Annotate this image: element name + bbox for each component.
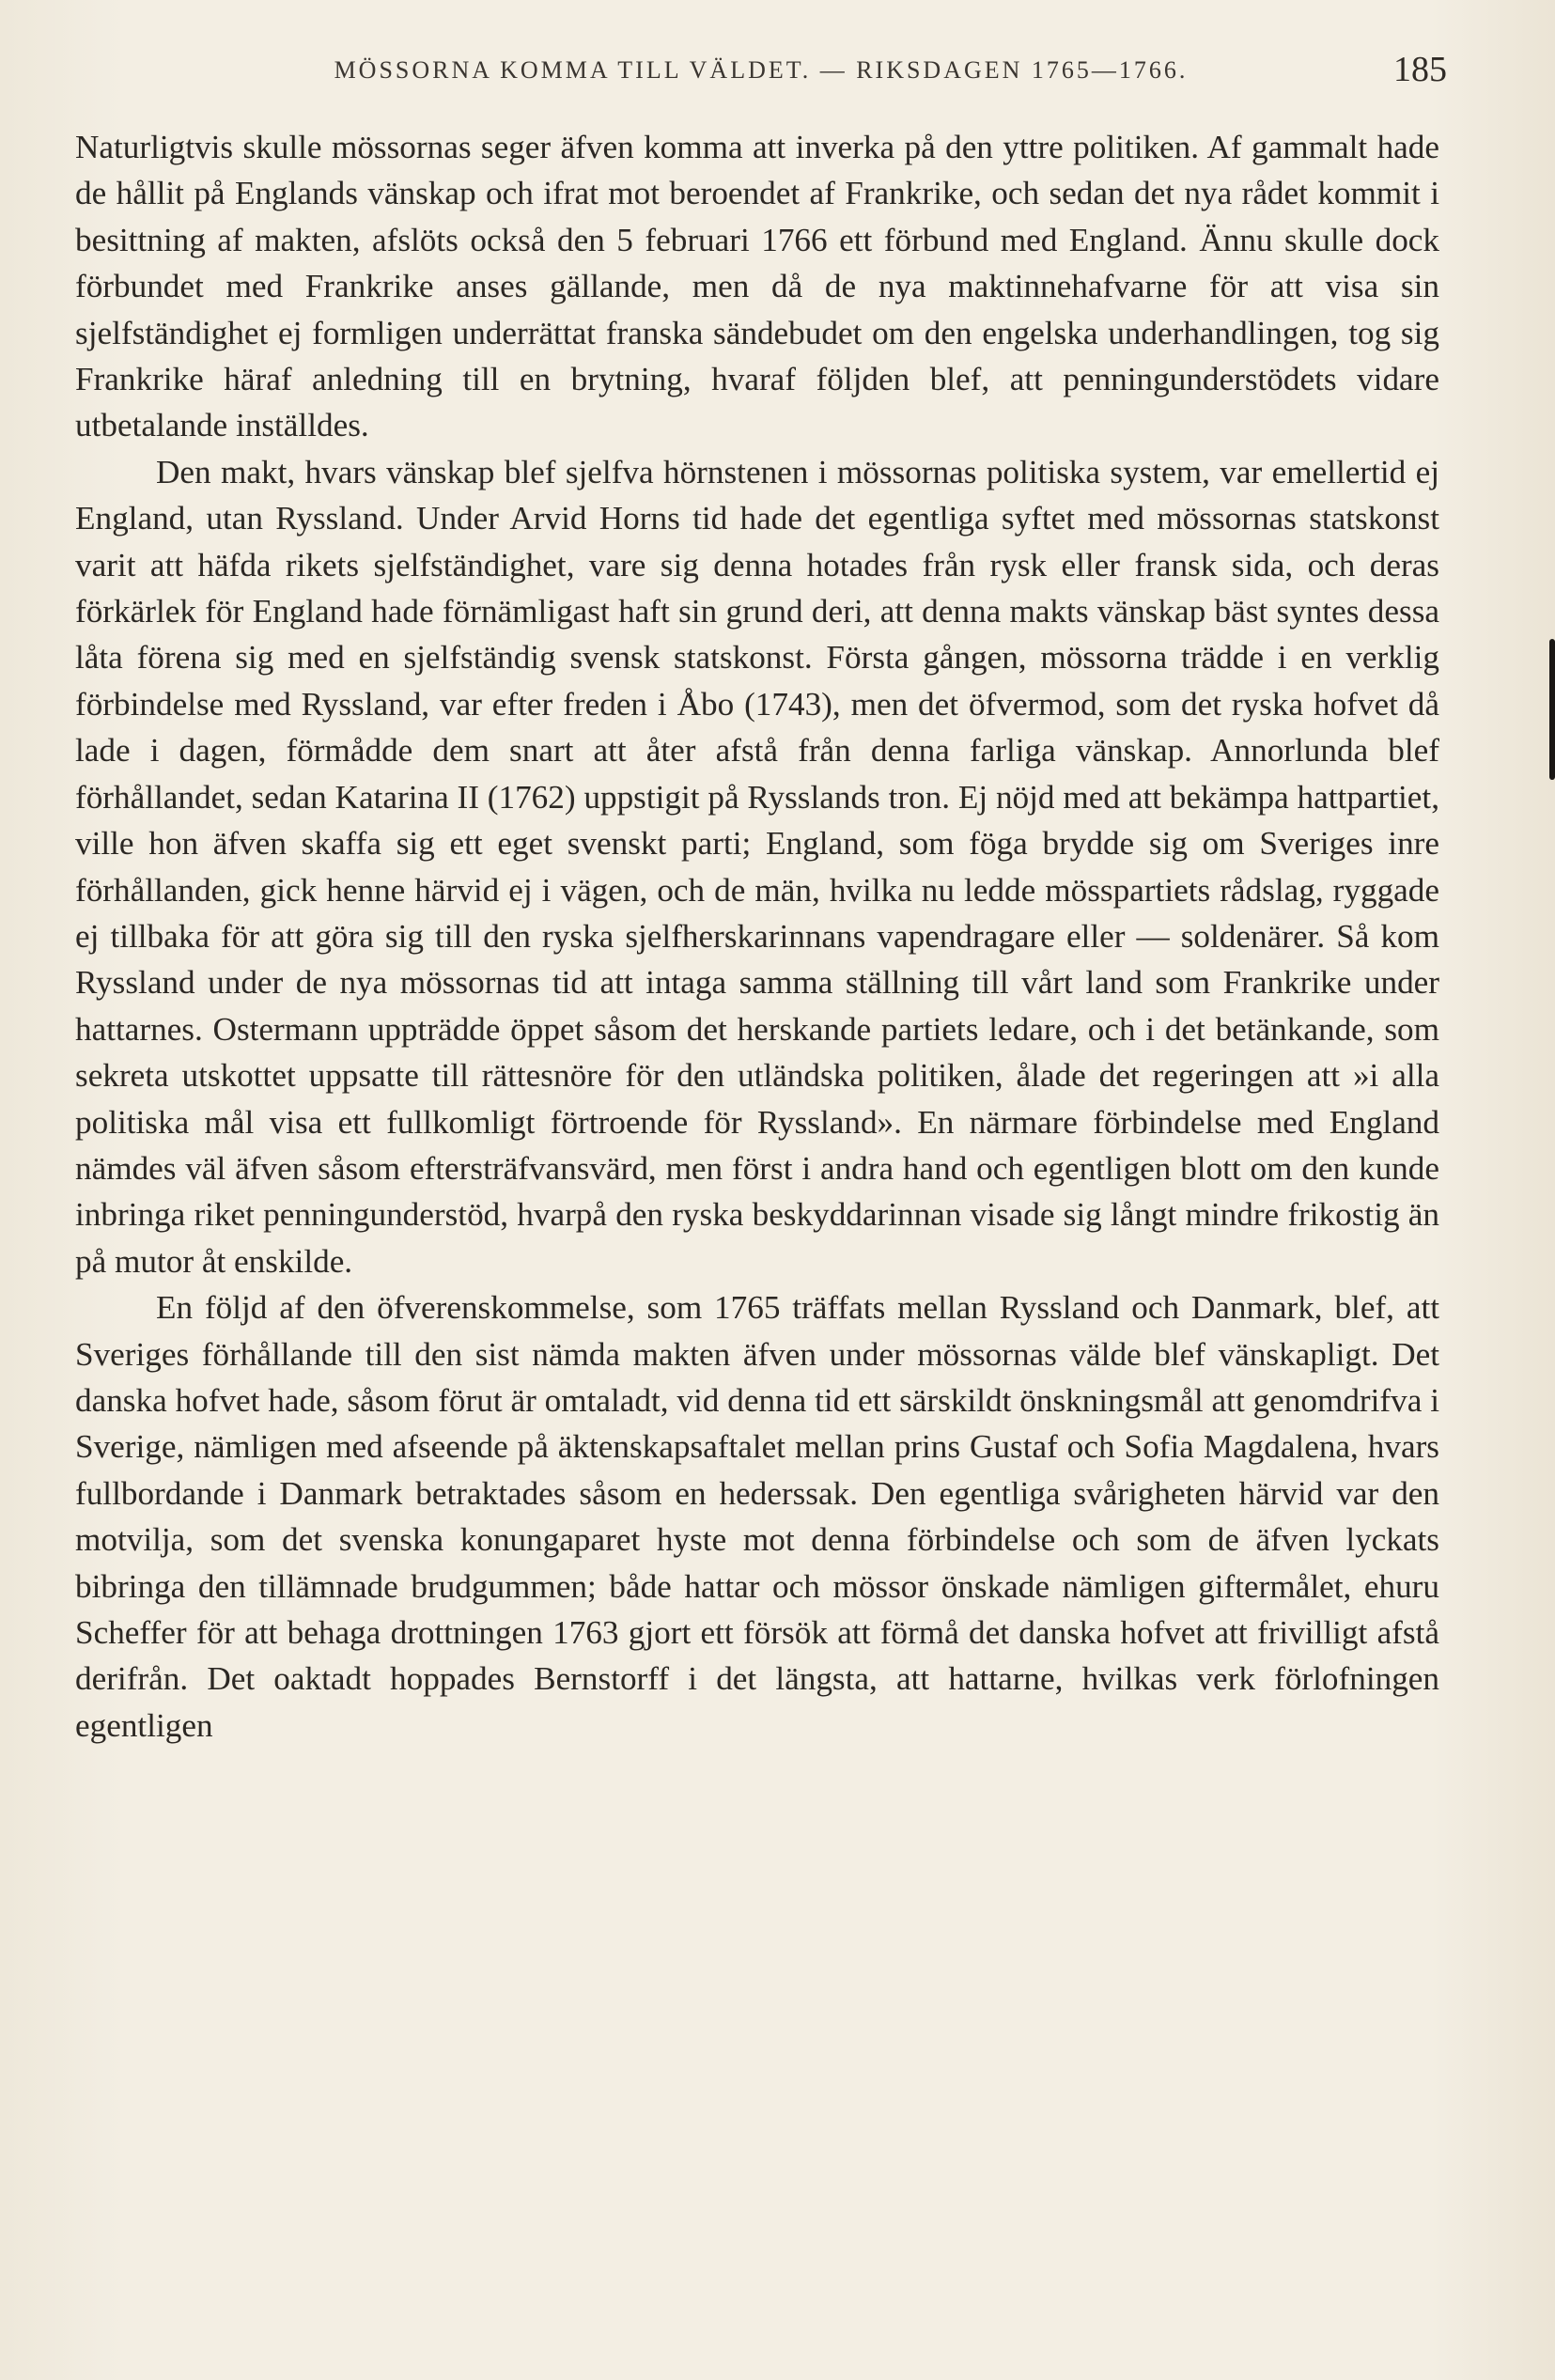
paragraph: Den makt, hvars vänskap blef sjelfva hörnstenen i mössornas politiska system, var emellertid ej England, utan Ryssland. Under Arvid Horns tid hade det egentliga syftet med mössornas statskonst varit att häfda rikets sjelfständighet, vare sig denna hotades från rysk eller fransk sida, och deras förkärlek för England hade förnämligast haft sin grund deri, att denna makts vänskap bäst syntes dessa låta förena sig med en sjelfständig svensk statskonst. Första gången, mössorna trädde i en verklig förbindelse med Ryssland, var efter freden i Åbo (1743), men det öfvermod, som det ryska hofvet då lade i dagen, förmådde dem snart att åter afstå från denna farliga vänskap. Annorlunda blef förhållandet, sedan Katarina II (1762) uppstigit på Rysslands tron. Ej nöjd med att bekämpa hattpartiet, ville hon äfven skaffa sig ett eget svenskt parti; England, som föga brydde sig om Sveriges inre förhållanden, gick henne härvid ej i vägen, och de män, hvilka nu ledde mösspartiets rådslag, ryggade ej tillbaka för att göra sig till den ryska sjelfherskarinnans vapendragare eller — soldenärer. Så kom Ryssland under de nya mössornas tid att intaga samma ställning till vårt land som Frankrike under hattarnes. Ostermann uppträdde öppet såsom det herskande partiets ledare, och i det betänkande, som sekreta utskottet uppsatte till rättesnöre för den utländska politiken, ålade det regeringen att »i alla politiska mål visa ett fullkomligt förtroende för Ryssland». En närmare förbindelse med England nämdes väl äfven såsom eftersträfvansvärd, men först i andra hand och egentligen blott om den kunde inbringa riket penningunderstöd, hvarpå den ryska beskyddarinnan visade sig långt mindre frikostig än på mutor åt enskilde. xyxy=(75,453,1439,1280)
paragraph: En följd af den öfverenskommelse, som 1765 träffats mellan Ryssland och Danmark, blef, att Sveriges förhållande till den sist nämda makten äfven under mössornas välde blef vänskapligt. Det danska hofvet hade, såsom förut är omtaladt, vid denna tid ett särskildt önskningsmål att genomdrifva i Sverige, nämligen med afseende på äktenskapsaftalet mellan prins Gustaf och Sofia Magdalena, hvars fullbordande i Danmark betraktades såsom en hederssak. Den egentliga svårigheten härvid var den motvilja, som det svenska konungaparet hyste mot denna förbindelse och som de äfven lyckats bibringa den tillämnade brudgummen; både hattar och mössor önskade nämligen giftermålet, ehuru Scheffer för att behaga drottningen 1763 gjort ett försök att förmå det danska hofvet att frivilligt afstå derifrån. Det oaktadt hoppades Bernstorff i det längsta, att hattarne, hvilkas verk förlofningen egentligen xyxy=(75,1289,1439,1744)
body-text xyxy=(75,124,1439,2360)
page-edge-mark xyxy=(1549,639,1555,780)
page-header xyxy=(75,50,1447,92)
running-head: MÖSSORNA KOMMA TILL VÄLDET. — RIKSDAGEN 1765—1766. xyxy=(334,56,1189,84)
paragraph: Naturligtvis skulle mössornas seger äfven komma att inverka på den yttre politiken. Af gammalt hade de hållit på Englands vänskap och ifrat mot beroendet af Frankrike, och sedan det nya rådet kommit i besittning af makten, afslöts också den 5 februari 1766 ett förbund med England. Ännu skulle dock förbundet med Frankrike anses gällande, men då de nya maktinnehafvarne för att visa sin sjelfständighet ej formligen underrättat franska sändebudet om den engelska underhandlingen, tog sig Frankrike häraf anledning till en brytning, hvaraf följden blef, att penningunderstödets vidare utbetalande inställdes. xyxy=(75,129,1439,444)
page-number: 185 xyxy=(1393,50,1447,89)
